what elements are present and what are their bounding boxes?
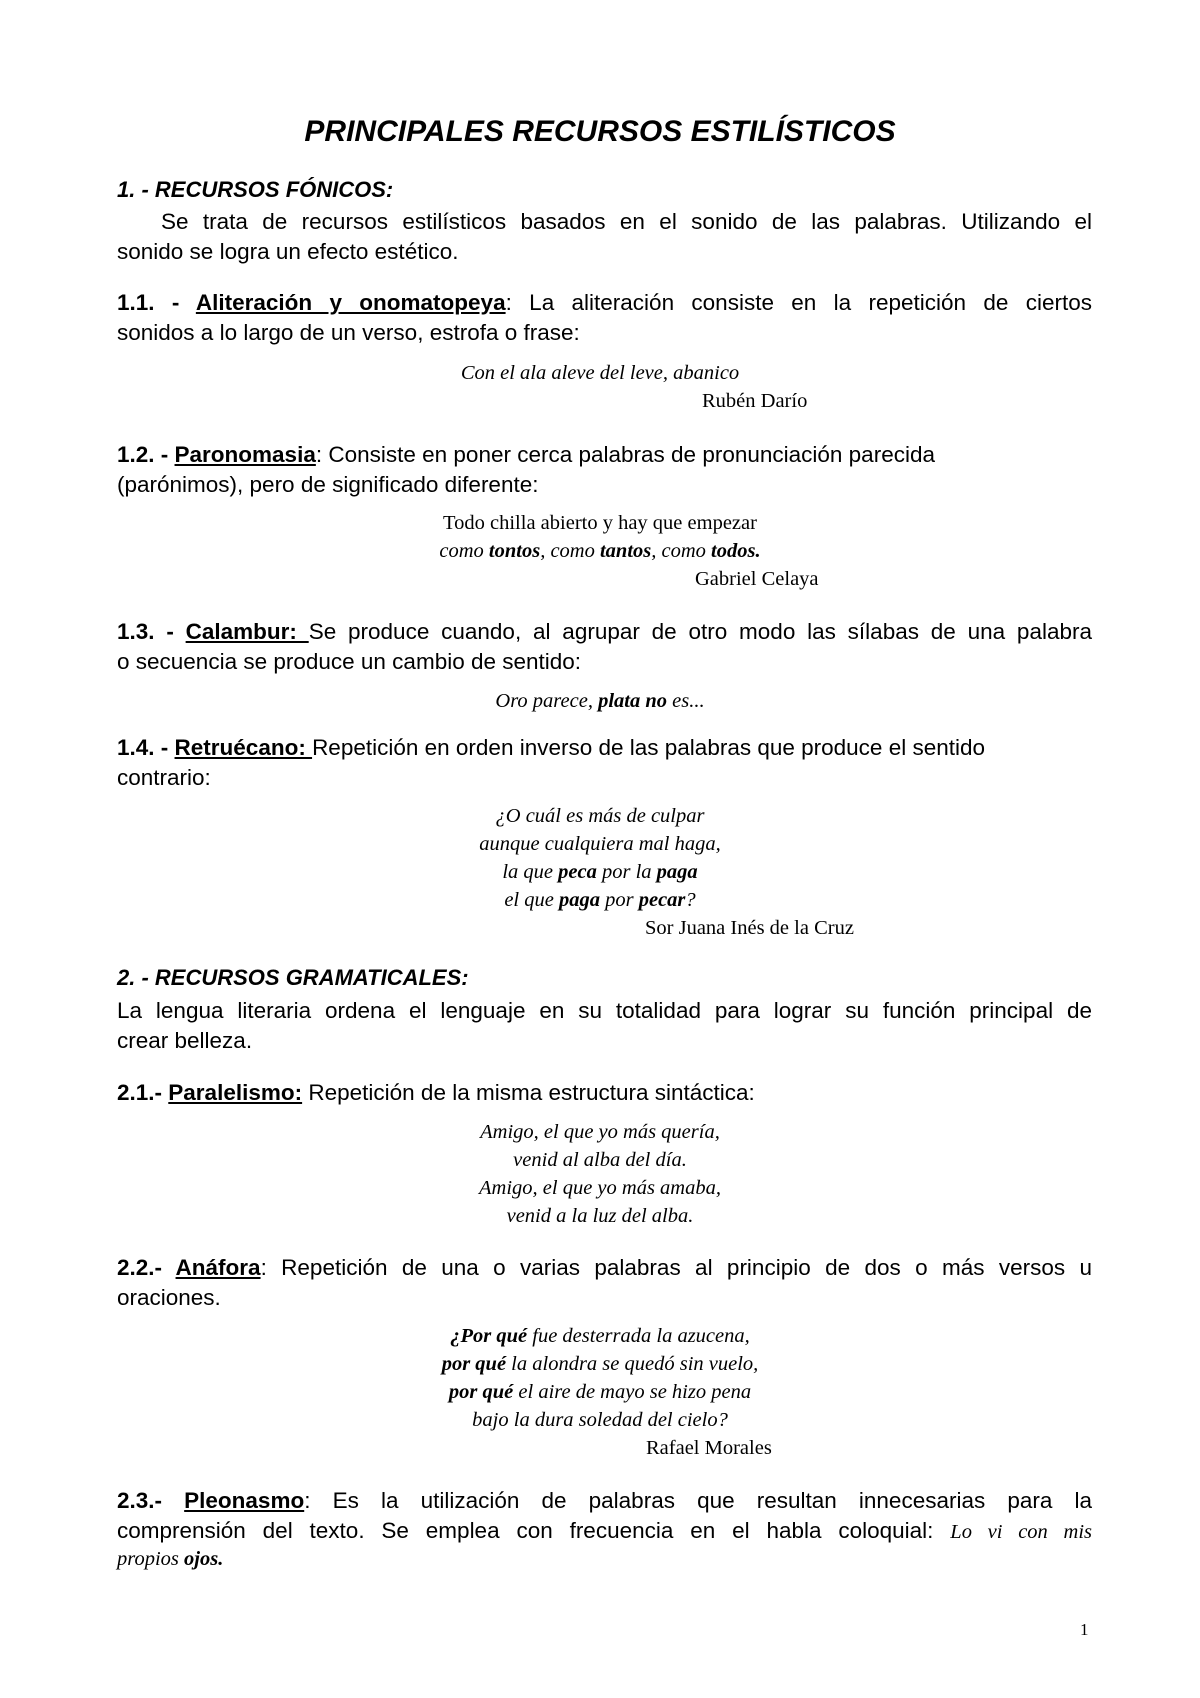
section-heading-fonicos: 1. - RECURSOS FÓNICOS: bbox=[117, 177, 394, 202]
paragraph-line: sonido se logra un efecto estético. bbox=[117, 239, 459, 264]
verse-line bbox=[0, 540, 1200, 563]
verse-line: Con el ala aleve del leve, abanico bbox=[460, 362, 740, 384]
definition-text: : La aliteración consiste en la repetición de ciertos bbox=[505, 290, 1092, 315]
definition-retruecano bbox=[117, 735, 985, 761]
verse-emphasis: plata no bbox=[598, 690, 667, 712]
definition-text: : Es la utilización de palabras que resultan innecesarias para la bbox=[304, 1488, 1093, 1513]
definition-paralelismo bbox=[117, 1080, 755, 1106]
definition-calambur bbox=[117, 619, 1092, 645]
verse-emphasis: peca bbox=[558, 861, 597, 883]
verse-fragment: fue desterrada la azucena, bbox=[527, 1325, 750, 1347]
item-number: 1.3. - bbox=[117, 619, 186, 644]
term-calambur: Calambur: bbox=[185, 619, 309, 644]
definition-text: Se produce cuando, al agrupar de otro modo las sílabas de una palabra bbox=[308, 619, 1092, 644]
verse-fragment: como bbox=[439, 540, 489, 562]
verse-fragment: ? bbox=[685, 889, 696, 911]
term-paralelismo: Paralelismo: bbox=[168, 1080, 303, 1105]
verse-line: venid al alba del día. bbox=[513, 1149, 687, 1171]
verse-emphasis: paga bbox=[656, 861, 698, 883]
example-emphasis: ojos. bbox=[184, 1548, 224, 1570]
verse-line: aunque cualquiera mal haga, bbox=[479, 833, 721, 855]
verse-fragment: la que bbox=[502, 861, 559, 883]
definition-anafora bbox=[117, 1255, 1092, 1281]
example-line bbox=[117, 1548, 223, 1571]
verse-line bbox=[0, 889, 1200, 912]
verse-fragment: el que bbox=[504, 889, 559, 911]
item-number: 1.4. - bbox=[117, 735, 175, 760]
term-retruecano: Retruécano: bbox=[174, 735, 313, 760]
verse-emphasis: todos. bbox=[711, 540, 761, 562]
verse-fragment: es... bbox=[667, 690, 705, 712]
item-number: 1.2. - bbox=[117, 442, 175, 467]
verse-line: Amigo, el que yo más quería, bbox=[480, 1121, 720, 1143]
term-aliteracion: Aliteración y onomatopeya bbox=[195, 290, 506, 315]
item-number: 2.1.- bbox=[117, 1080, 169, 1105]
paragraph-line: La lengua literaria ordena el lenguaje en su totalidad para lograr su función principal de bbox=[117, 998, 1092, 1023]
verse-line: Amigo, el que yo más amaba, bbox=[479, 1177, 721, 1199]
page-number: 1 bbox=[1080, 1620, 1089, 1639]
paragraph-line: contrario: bbox=[117, 765, 211, 790]
definition-text: Repetición de la misma estructura sintáctica: bbox=[302, 1080, 755, 1105]
definition-text: : Repetición de una o varias palabras al principio de dos o más versos u bbox=[260, 1255, 1092, 1280]
item-number: 2.2.- bbox=[117, 1255, 176, 1280]
verse-line: venid a la luz del alba. bbox=[506, 1205, 694, 1227]
definition-text: Repetición en orden inverso de las palabras que produce el sentido bbox=[312, 735, 986, 760]
verse-line bbox=[0, 690, 1200, 713]
verse-emphasis: paga bbox=[558, 889, 600, 911]
verse-line: Todo chilla abierto y hay que empezar bbox=[443, 512, 757, 534]
verse-author: Rubén Darío bbox=[702, 390, 808, 412]
verse-fragment: , como bbox=[651, 540, 712, 562]
page-title: PRINCIPALES RECURSOS ESTILÍSTICOS bbox=[304, 115, 896, 148]
definition-paronomasia bbox=[117, 442, 935, 468]
verse-line: ¿O cuál es más de culpar bbox=[495, 805, 705, 827]
verse-emphasis: pecar bbox=[638, 889, 686, 911]
term-anafora: Anáfora bbox=[175, 1255, 261, 1280]
paragraph-line: (parónimos), pero de significado diferente: bbox=[117, 472, 539, 497]
paragraph-line: oraciones. bbox=[117, 1285, 221, 1310]
verse-line bbox=[0, 1381, 1200, 1404]
paragraph-line bbox=[117, 1518, 1092, 1544]
definition-aliteracion bbox=[117, 290, 1092, 316]
verse-fragment: el aire de mayo se hizo pena bbox=[513, 1381, 752, 1403]
example-text: Lo vi con mis bbox=[950, 1521, 1092, 1543]
verse-emphasis: por qué bbox=[448, 1381, 514, 1403]
section-heading-gramaticales: 2. - RECURSOS GRAMATICALES: bbox=[117, 965, 469, 990]
verse-fragment: Oro parece, bbox=[495, 690, 599, 712]
verse-fragment: por bbox=[599, 889, 639, 911]
verse-line bbox=[0, 1353, 1200, 1376]
paragraph-line: o secuencia se produce un cambio de sentido: bbox=[117, 649, 582, 674]
definition-pleonasmo bbox=[117, 1488, 1092, 1514]
term-paronomasia: Paronomasia bbox=[174, 442, 316, 467]
verse-author: Rafael Morales bbox=[646, 1437, 772, 1459]
verse-line bbox=[0, 1325, 1200, 1348]
paragraph-line: sonidos a lo largo de un verso, estrofa o frase: bbox=[117, 320, 580, 345]
term-pleonasmo: Pleonasmo bbox=[184, 1488, 305, 1513]
verse-fragment: por la bbox=[596, 861, 657, 883]
definition-text: : Consiste en poner cerca palabras de pronunciación parecida bbox=[315, 442, 935, 467]
item-number: 2.3.- bbox=[117, 1488, 185, 1513]
verse-line bbox=[0, 861, 1200, 884]
verse-emphasis: tontos bbox=[488, 540, 541, 562]
verse-line: bajo la dura soledad del cielo? bbox=[472, 1409, 728, 1431]
verse-author: Sor Juana Inés de la Cruz bbox=[645, 917, 854, 939]
verse-fragment: la alondra se quedó sin vuelo, bbox=[506, 1353, 759, 1375]
paragraph-line: crear belleza. bbox=[117, 1028, 253, 1053]
definition-text: comprensión del texto. Se emplea con frecuencia en el habla coloquial: bbox=[117, 1518, 951, 1543]
verse-author: Gabriel Celaya bbox=[695, 568, 819, 590]
paragraph-line: Se trata de recursos estilísticos basados en el sonido de las palabras. Utilizando el bbox=[161, 209, 1092, 234]
example-text: propios bbox=[117, 1548, 185, 1570]
verse-emphasis: por qué bbox=[441, 1353, 507, 1375]
verse-emphasis: tantos bbox=[599, 540, 652, 562]
item-number: 1.1. - bbox=[117, 290, 196, 315]
verse-fragment: , como bbox=[540, 540, 600, 562]
verse-emphasis: ¿Por qué bbox=[450, 1325, 528, 1347]
